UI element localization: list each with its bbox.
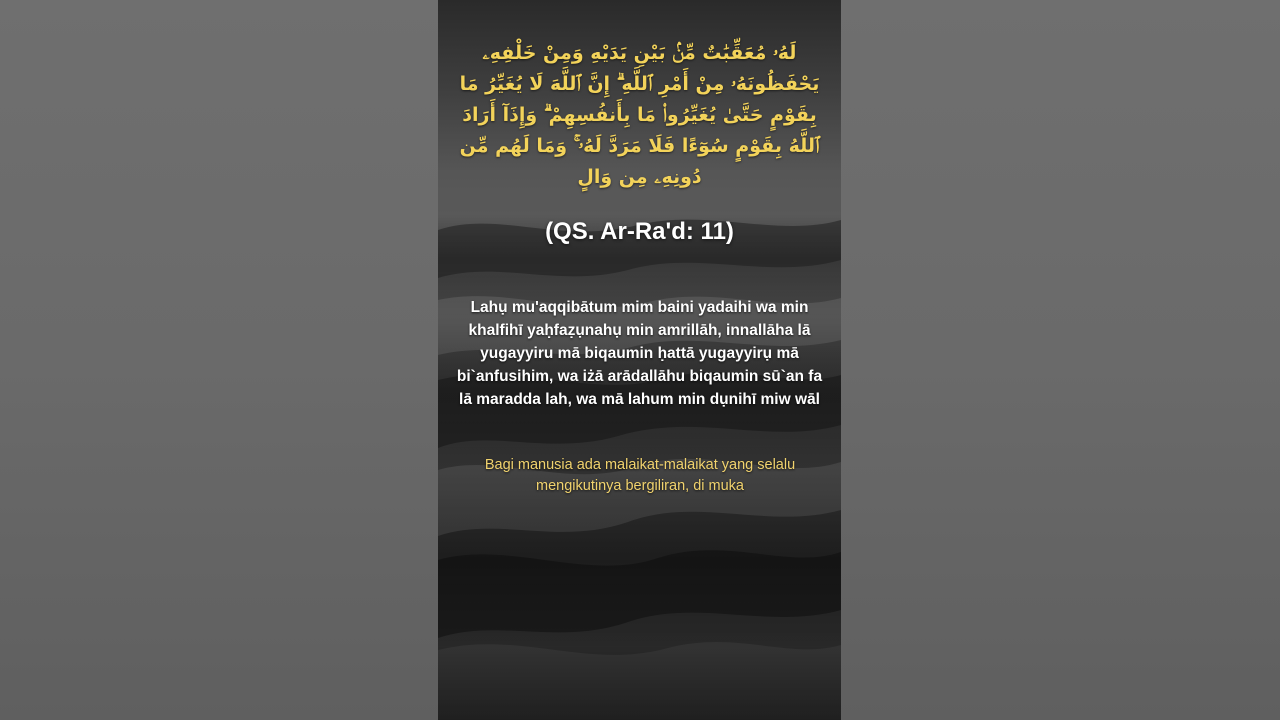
transliteration-text: Lahụ mu'aqqibātum mim baini yadaihi wa min khalfihī yaḥfaẓụnahụ min amrillāh, innallāha lā yugayyiru mā biqaumin ḥattā yugayyirụ mā bi`anfusihim, wa iżā arādallāhu biqaumin sū`an fa lā maradda lah, wa mā lahum min dụnihī miw wāl xyxy=(456,299,823,408)
verse-reference: (QS. Ar-Ra'd: 11) xyxy=(545,218,734,245)
translation-text: Bagi manusia ada malaikat-malaikat yang selalu mengikutinya bergiliran, di muka xyxy=(484,457,796,494)
left-blurred-background xyxy=(0,0,438,720)
right-blurred-background xyxy=(841,0,1280,720)
vertical-video-frame[interactable] xyxy=(438,0,841,720)
arabic-verse-text: لَهُۥ مُعَقِّبَٰتٌ مِّنۢ بَيْنِ يَدَيْهِ وَمِنْ خَلْفِهِۦ يَحْفَظُونَهُۥ مِنْ أَمْرِ ٱللَّهِ ۗ إِنَّ ٱللَّهَ لَا يُغَيِّرُ مَا بِقَوْمٍ حَتَّىٰ يُغَيِّرُوا۟ مَا بِأَنفُسِهِمْ ۗ وَإِذَآ أَرَادَ ٱللَّهُ بِقَوْمٍ سُوٓءًا فَلَا مَرَدَّ لَهُۥ ۚ وَمَا لَهُم مِّن دُونِهِۦ مِن وَالٍ xyxy=(459,42,820,188)
